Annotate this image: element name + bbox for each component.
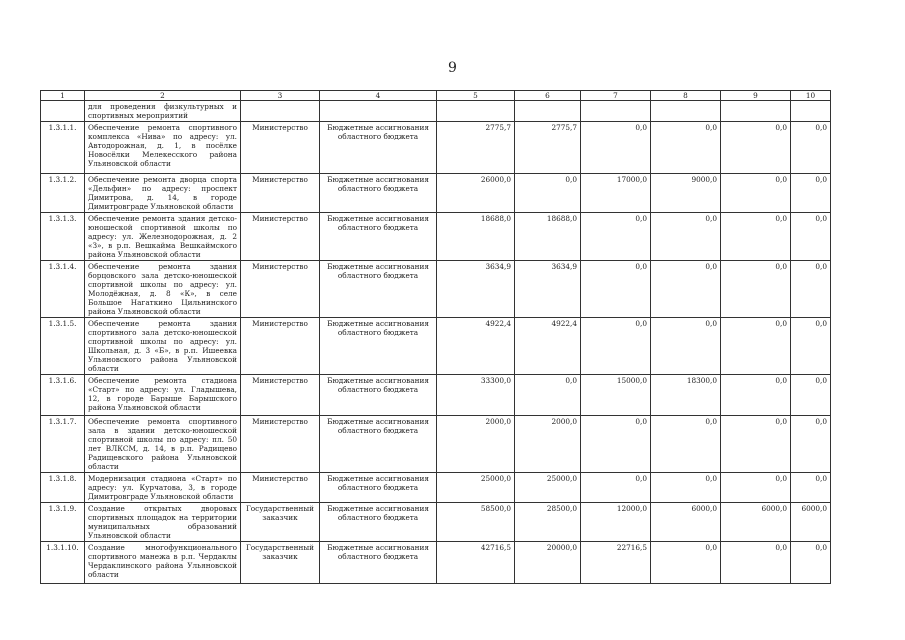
row-executor: Министерство <box>241 261 320 318</box>
row-name: Обеспечение ремонта дворца спорта «Дельфин» по адресу: проспект Димитрова, д. 14, в городе Димитровграде Ульяновской области <box>85 174 241 213</box>
row-value-total: 4922,4 <box>437 318 515 375</box>
row-value-col7: 22716,5 <box>581 542 651 584</box>
row-value-col9: 0,0 <box>721 261 791 318</box>
row-executor: Министерство <box>241 473 320 503</box>
table-row <box>41 542 831 584</box>
row-value-col7: 0,0 <box>581 261 651 318</box>
row-value-col8: 0,0 <box>651 416 721 473</box>
column-header: 5 <box>437 91 515 101</box>
row-value-col9: 0,0 <box>721 416 791 473</box>
table-row <box>41 213 831 261</box>
row-value-col8: 0,0 <box>651 542 721 584</box>
row-executor: Министерство <box>241 122 320 174</box>
row-name: Создание открытых дворовых спортивных площадок на территории муниципальных образований Ульяновской области <box>85 503 241 542</box>
row-value-col6: 20000,0 <box>515 542 581 584</box>
row-value-col10: 0,0 <box>791 122 831 174</box>
row-value-col8: 0,0 <box>651 122 721 174</box>
row-code: 1.3.1.6. <box>41 375 85 416</box>
row-value-col6: 25000,0 <box>515 473 581 503</box>
row-name: Обеспечение ремонта спортивного зала в здании детско-юношеской спортивной школы по адресу: пл. 50 лет ВЛКСМ, д. 14, в р.п. Радищево Радищевского района Ульяновской области <box>85 416 241 473</box>
table-row <box>41 416 831 473</box>
row-value-col6: 2000,0 <box>515 416 581 473</box>
row-value-col7: 12000,0 <box>581 503 651 542</box>
row-value-col10: 0,0 <box>791 416 831 473</box>
row-funding-source: Бюджетные ассигнования областного бюджета <box>320 473 437 503</box>
row-value-col9: 0,0 <box>721 122 791 174</box>
row-value-col6: 0,0 <box>515 174 581 213</box>
row-value-col8: 0,0 <box>651 261 721 318</box>
row-name: Модернизация стадиона «Старт» по адресу: ул. Курчатова, 3, в городе Димитровграде Ульяновской области <box>85 473 241 503</box>
row-funding-source: Бюджетные ассигнования областного бюджета <box>320 318 437 375</box>
row-code: 1.3.1.3. <box>41 213 85 261</box>
row-value-col6: 3634,9 <box>515 261 581 318</box>
table-row <box>41 503 831 542</box>
row-value-col10: 0,0 <box>791 213 831 261</box>
column-header: 3 <box>241 91 320 101</box>
row-value-col8: 0,0 <box>651 318 721 375</box>
row-value-total: 58500,0 <box>437 503 515 542</box>
row-value-col7: 0,0 <box>581 122 651 174</box>
row-executor: Министерство <box>241 416 320 473</box>
row-code: 1.3.1.4. <box>41 261 85 318</box>
row-value-col9: 0,0 <box>721 318 791 375</box>
row-code: 1.3.1.1. <box>41 122 85 174</box>
row-value-col10: 0,0 <box>791 542 831 584</box>
continuation-text: для проведения физкультурных и спортивных мероприятий <box>85 101 241 122</box>
column-header: 7 <box>581 91 651 101</box>
row-name: Обеспечение ремонта здания борцовского зала детско-юношеской спортивной школы по адресу: ул. Молодёжная, д. 8 «К», в селе Большое Нагаткино Цильнинского района Ульяновской области <box>85 261 241 318</box>
row-name: Обеспечение ремонта спортивного комплекса «Нива» по адресу: ул. Автодорожная, д. 1, в посёлке Новосёлки Мелекесского района Ульяновской области <box>85 122 241 174</box>
column-header: 4 <box>320 91 437 101</box>
row-value-col7: 0,0 <box>581 318 651 375</box>
row-value-col7: 17000,0 <box>581 174 651 213</box>
row-executor: Министерство <box>241 318 320 375</box>
row-value-col7: 0,0 <box>581 416 651 473</box>
row-value-col10: 6000,0 <box>791 503 831 542</box>
row-value-col9: 0,0 <box>721 213 791 261</box>
column-header: 6 <box>515 91 581 101</box>
row-value-total: 2775,7 <box>437 122 515 174</box>
row-value-total: 25000,0 <box>437 473 515 503</box>
row-value-total: 18688,0 <box>437 213 515 261</box>
row-funding-source: Бюджетные ассигнования областного бюджета <box>320 261 437 318</box>
row-value-col10: 0,0 <box>791 375 831 416</box>
row-value-col8: 0,0 <box>651 473 721 503</box>
row-value-col6: 28500,0 <box>515 503 581 542</box>
column-number-row <box>41 91 831 101</box>
table-row <box>41 122 831 174</box>
row-value-total: 3634,9 <box>437 261 515 318</box>
row-value-col9: 0,0 <box>721 542 791 584</box>
row-value-col9: 0,0 <box>721 375 791 416</box>
row-code: 1.3.1.2. <box>41 174 85 213</box>
table-row <box>41 375 831 416</box>
row-value-col7: 15000,0 <box>581 375 651 416</box>
table-row <box>41 473 831 503</box>
continuation-row <box>41 101 831 122</box>
row-value-col6: 4922,4 <box>515 318 581 375</box>
row-funding-source: Бюджетные ассигнования областного бюджета <box>320 174 437 213</box>
row-name: Обеспечение ремонта стадиона «Старт» по адресу: ул. Гладышева, 12, в городе Барыше Барышского района Ульяновской области <box>85 375 241 416</box>
row-code: 1.3.1.7. <box>41 416 85 473</box>
column-header: 1 <box>41 91 85 101</box>
table-row <box>41 261 831 318</box>
row-code: 1.3.1.8. <box>41 473 85 503</box>
row-value-col9: 6000,0 <box>721 503 791 542</box>
row-value-col6: 2775,7 <box>515 122 581 174</box>
row-executor: Министерство <box>241 213 320 261</box>
row-funding-source: Бюджетные ассигнования областного бюджета <box>320 542 437 584</box>
row-value-col8: 18300,0 <box>651 375 721 416</box>
row-code: 1.3.1.9. <box>41 503 85 542</box>
column-header: 10 <box>791 91 831 101</box>
row-funding-source: Бюджетные ассигнования областного бюджета <box>320 375 437 416</box>
row-value-col10: 0,0 <box>791 261 831 318</box>
row-code: 1.3.1.5. <box>41 318 85 375</box>
table-row <box>41 174 831 213</box>
row-value-col6: 18688,0 <box>515 213 581 261</box>
row-value-col8: 0,0 <box>651 213 721 261</box>
row-value-col10: 0,0 <box>791 473 831 503</box>
row-value-col10: 0,0 <box>791 174 831 213</box>
row-funding-source: Бюджетные ассигнования областного бюджета <box>320 213 437 261</box>
page-number: 9 <box>448 60 457 76</box>
program-measures-table <box>40 90 831 584</box>
row-value-col9: 0,0 <box>721 473 791 503</box>
column-header: 9 <box>721 91 791 101</box>
row-executor: Министерство <box>241 375 320 416</box>
row-funding-source: Бюджетные ассигнования областного бюджета <box>320 122 437 174</box>
row-name: Обеспечение ремонта здания детско-юношеской спортивной школы по адресу: ул. Железнодорожная, д. 2 «З», в р.п. Вешкайма Вешкаймского района Ульяновской области <box>85 213 241 261</box>
row-value-total: 33300,0 <box>437 375 515 416</box>
row-code: 1.3.1.10. <box>41 542 85 584</box>
column-header: 2 <box>85 91 241 101</box>
row-funding-source: Бюджетные ассигнования областного бюджета <box>320 416 437 473</box>
row-value-total: 2000,0 <box>437 416 515 473</box>
row-name: Обеспечение ремонта здания спортивного зала детско-юношеской спортивной школы по адресу: ул. Школьная, д. 3 «Б», в р.п. Ишеевка Ульяновского района Ульяновской области <box>85 318 241 375</box>
row-value-col10: 0,0 <box>791 318 831 375</box>
row-executor: Министерство <box>241 174 320 213</box>
row-name: Создание многофункционального спортивного манежа в р.п. Чердаклы Чердаклинского района Ульяновской области <box>85 542 241 584</box>
row-executor: Государственный заказчик <box>241 503 320 542</box>
table-row <box>41 318 831 375</box>
column-header: 8 <box>651 91 721 101</box>
row-value-col9: 0,0 <box>721 174 791 213</box>
row-value-col6: 0,0 <box>515 375 581 416</box>
row-value-col7: 0,0 <box>581 473 651 503</box>
row-value-col8: 6000,0 <box>651 503 721 542</box>
row-value-total: 42716,5 <box>437 542 515 584</box>
row-value-col8: 9000,0 <box>651 174 721 213</box>
row-funding-source: Бюджетные ассигнования областного бюджета <box>320 503 437 542</box>
row-value-total: 26000,0 <box>437 174 515 213</box>
row-executor: Государственный заказчик <box>241 542 320 584</box>
row-value-col7: 0,0 <box>581 213 651 261</box>
